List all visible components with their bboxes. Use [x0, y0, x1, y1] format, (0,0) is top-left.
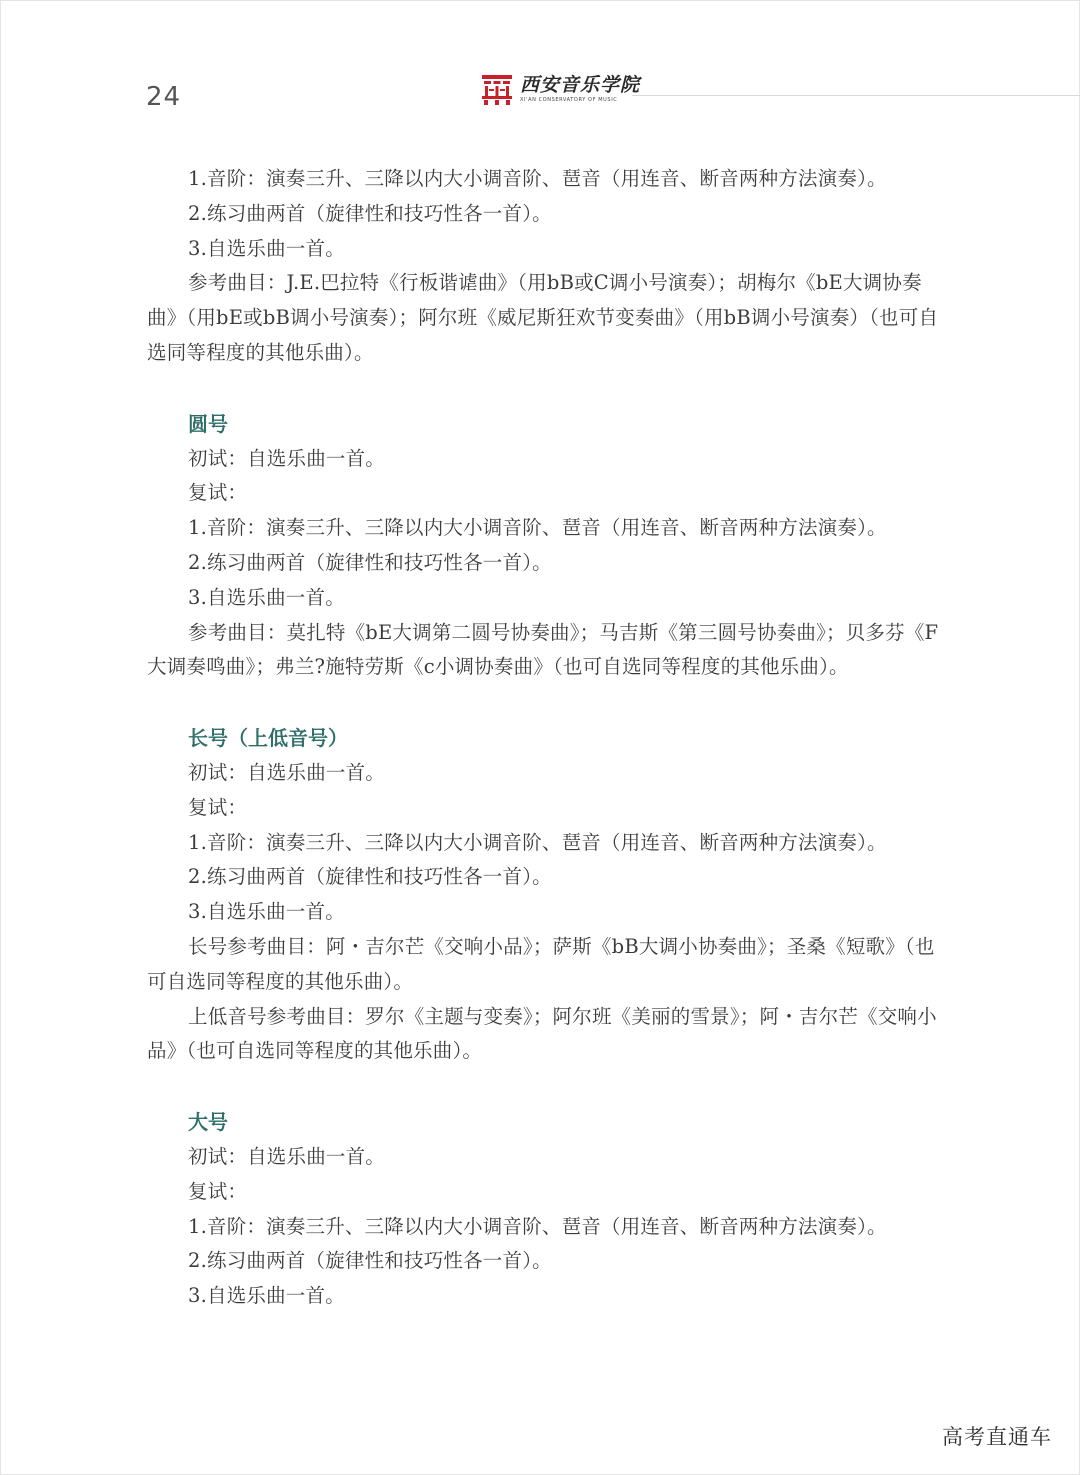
paragraph: 2.练习曲两首（旋律性和技巧性各一首）。 — [188, 1249, 552, 1273]
section-title: 大号 — [188, 1110, 228, 1135]
paragraph: 参考曲目：J.E.巴拉特《行板谐谑曲》（用bB或C调小号演奏）；胡梅尔《bE大调协奏曲》（用bE或bB调小号演奏）；阿尔班《威尼斯狂欢节变奏曲》（用bB调小号演奏）（也可自选同等程度的其他乐曲）。 — [147, 271, 939, 364]
page-number: 24 — [146, 82, 182, 112]
paragraph: 3.自选乐曲一首。 — [188, 1284, 345, 1308]
paragraph: 长号参考曲目：阿・吉尔芒《交响小品》；萨斯《bB大调小协奏曲》；圣桑《短歌》（也可自选同等程度的其他乐曲）。 — [147, 934, 935, 993]
paragraph: 3.自选乐曲一首。 — [188, 900, 345, 924]
paragraph: 上低音号参考曲目：罗尔《主题与变奏》；阿尔班《美丽的雪景》；阿・吉尔芒《交响小品》（也可自选同等程度的其他乐曲）。 — [147, 1004, 937, 1063]
conservatory-seal-icon — [480, 72, 514, 106]
header-divider — [632, 95, 1080, 96]
logo-chinese-name: 西安音乐学院 — [520, 73, 641, 96]
paragraph: 1.音阶：演奏三升、三降以内大小调音阶、琶音（用连音、断音两种方法演奏）。 — [188, 1214, 887, 1238]
section-horn — [147, 407, 943, 685]
section-trombone — [147, 721, 943, 1069]
paragraph: 初试：自选乐曲一首。 — [188, 446, 386, 470]
page-content — [147, 162, 943, 1314]
paragraph: 3.自选乐曲一首。 — [188, 236, 345, 260]
logo-english-name: XI'AN CONSERVATORY OF MUSIC — [520, 96, 618, 103]
logo-wordmark — [520, 73, 641, 103]
paragraph: 2.练习曲两首（旋律性和技巧性各一首）。 — [188, 550, 552, 574]
paragraph: 复试： — [188, 481, 248, 505]
paragraph: 参考曲目：莫扎特《bE大调第二圆号协奏曲》；马吉斯《第三圆号协奏曲》；贝多芬《F大调奏鸣曲》；弗兰?施特劳斯《c小调协奏曲》（也可自选同等程度的其他乐曲）。 — [147, 620, 939, 679]
paragraph: 复试： — [188, 795, 248, 819]
paragraph: 3.自选乐曲一首。 — [188, 585, 345, 609]
watermark-text: 高考直通车 — [942, 1425, 1052, 1449]
paragraph: 1.音阶：演奏三升、三降以内大小调音阶、琶音（用连音、断音两种方法演奏）。 — [188, 516, 887, 540]
paragraph: 1.音阶：演奏三升、三降以内大小调音阶、琶音（用连音、断音两种方法演奏）。 — [188, 830, 887, 854]
paragraph: 2.练习曲两首（旋律性和技巧性各一首）。 — [188, 201, 552, 225]
conservatory-logo — [480, 72, 640, 106]
section-title: 圆号 — [188, 411, 228, 436]
paragraph: 复试： — [188, 1179, 248, 1203]
intro-block — [147, 162, 943, 371]
section-title: 长号（上低音号） — [188, 726, 348, 751]
paragraph: 初试：自选乐曲一首。 — [188, 1144, 386, 1168]
section-tuba — [147, 1105, 943, 1314]
paragraph: 1.音阶：演奏三升、三降以内大小调音阶、琶音（用连音、断音两种方法演奏）。 — [188, 167, 887, 190]
paragraph: 初试：自选乐曲一首。 — [188, 760, 386, 784]
paragraph: 2.练习曲两首（旋律性和技巧性各一首）。 — [188, 865, 552, 889]
